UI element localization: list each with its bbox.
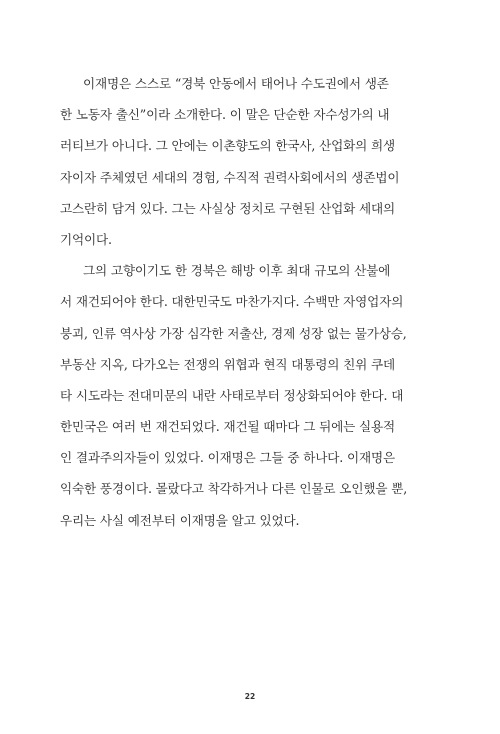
text-line: 붕괴, 인류 역사상 가장 심각한 저출산, 경제 성장 없는 물가상승, [60, 325, 407, 341]
text-line: 익숙한 풍경이다. 몰랐다고 착각하거나 다른 인물로 오인했을 뿐, [60, 481, 408, 497]
text-line: 한민국은 여러 번 재건되었다. 재건될 때마다 그 뒤에는 실용적 [60, 419, 396, 435]
text-line: 서 재건되어야 한다. 대한민국도 마찬가지다. 수백만 자영업자의 [60, 294, 404, 310]
text-line: 한 노동자 출신”이라 소개한다. 이 말은 단순한 자수성가의 내 [60, 107, 390, 123]
text-line: 부동산 지옥, 다가오는 전쟁의 위협과 현직 대통령의 친위 쿠데 [60, 356, 396, 372]
text-line: 이재명은 스스로 “경북 안동에서 태어나 수도권에서 생존 [83, 76, 389, 91]
page-number: 22 [244, 692, 256, 701]
text-line: 기억이다. [60, 231, 112, 247]
text-line: 자이자 주체였던 세대의 경험, 수직적 권력사회에서의 생존법이 [60, 169, 400, 185]
text-line: 타 시도라는 전대미문의 내란 사태로부터 정상화되어야 한다. 대 [60, 387, 404, 403]
text-line: 우리는 사실 예전부터 이재명을 알고 있었다. [60, 512, 300, 528]
text-line: 인 결과주의자들이 있었다. 이재명은 그들 중 하나다. 이재명은 [60, 450, 396, 466]
body-text [60, 68, 442, 536]
text-line: 고스란히 담겨 있다. 그는 사실상 정치로 구현된 산업화 세대의 [60, 200, 396, 216]
paragraph-2 [60, 255, 442, 536]
paragraph-1 [60, 68, 442, 255]
text-line: 그의 고향이기도 한 경북은 해방 이후 최대 규모의 산불에 [83, 263, 391, 279]
text-line: 러티브가 아니다. 그 안에는 이촌향도의 한국사, 산업화의 희생 [60, 138, 396, 154]
